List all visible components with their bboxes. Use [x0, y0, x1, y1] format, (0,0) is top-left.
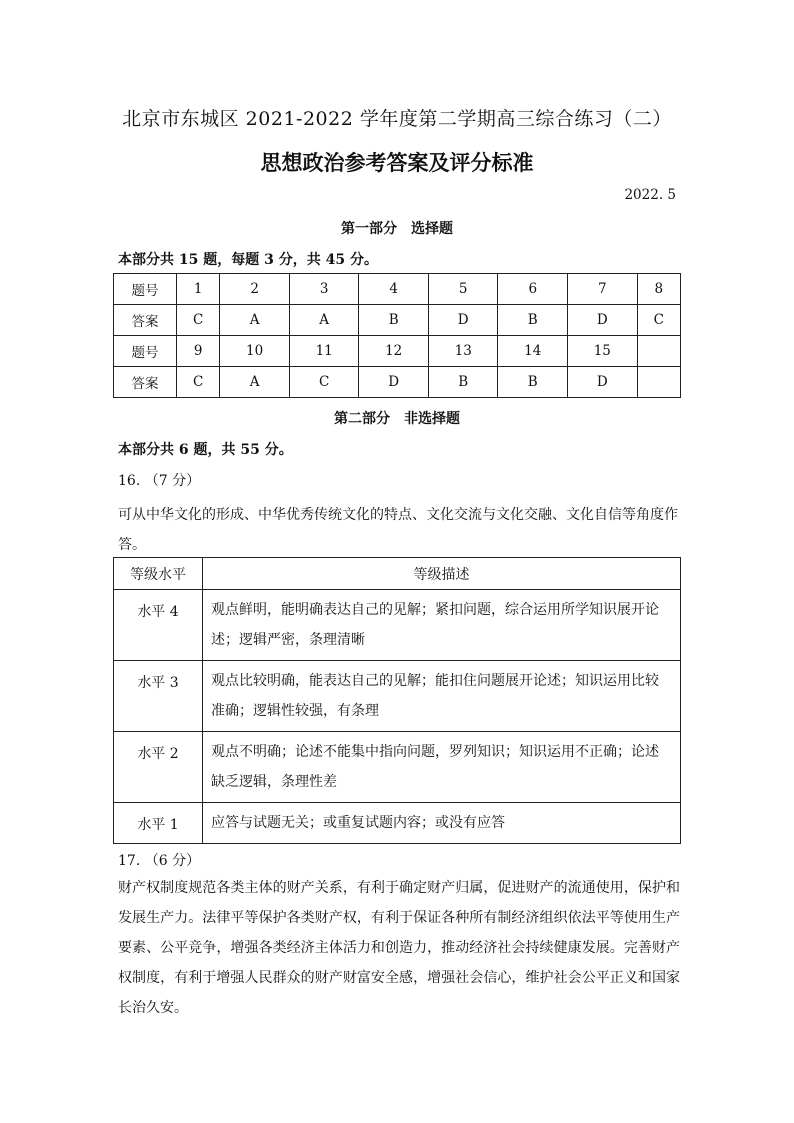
table-row	[114, 305, 681, 336]
document-date: 2022. 5	[624, 187, 676, 203]
level-label: 水平 4	[114, 590, 203, 661]
document-title: 北京市东城区 2021-2022 学年度第二学期高三综合练习（二）	[122, 108, 672, 130]
table-cell: 8	[637, 274, 680, 305]
table-cell: 14	[498, 336, 568, 367]
level-description: 观点比较明确，能表达自己的见解；能扣住问题展开论述；知识运用比较准确；逻辑性较强，有条理	[203, 661, 681, 732]
table-cell: 1	[177, 274, 220, 305]
row-label: 题号	[114, 336, 177, 367]
table-row	[114, 590, 681, 661]
table-cell: 7	[568, 274, 638, 305]
table-cell: 9	[177, 336, 220, 367]
question-16-intro: 可从中华文化的形成、中华优秀传统文化的特点、文化交流与文化交融、文化自信等角度作答。	[118, 507, 678, 553]
part1-heading: 第一部分 选择题	[341, 221, 453, 237]
table-cell: C	[177, 367, 220, 398]
part2-heading: 第二部分 非选择题	[334, 411, 460, 427]
table-cell: B	[428, 367, 498, 398]
table-cell: 11	[289, 336, 359, 367]
table-cell: D	[568, 367, 638, 398]
table-cell: A	[289, 305, 359, 336]
level-description: 观点不明确；论述不能集中指向问题，罗列知识；知识运用不正确；论述缺乏逻辑，条理性差	[203, 732, 681, 803]
column-header: 等级描述	[203, 558, 681, 590]
level-label: 水平 2	[114, 732, 203, 803]
table-cell: C	[177, 305, 220, 336]
table-cell: D	[568, 305, 638, 336]
table-row	[114, 803, 681, 844]
table-cell: B	[498, 305, 568, 336]
document-subtitle: 思想政治参考答案及评分标准	[260, 150, 534, 175]
level-description: 应答与试题无关；或重复试题内容；或没有应答	[203, 803, 681, 844]
table-cell: B	[359, 305, 429, 336]
table-cell: 3	[289, 274, 359, 305]
part2-note: 本部分共 6 题，共 55 分。	[118, 442, 293, 458]
table-row	[114, 336, 681, 367]
row-label: 题号	[114, 274, 177, 305]
level-label: 水平 3	[114, 661, 203, 732]
table-cell: C	[289, 367, 359, 398]
table-cell: 6	[498, 274, 568, 305]
table-cell: 4	[359, 274, 429, 305]
table-row	[114, 274, 681, 305]
table-row	[114, 367, 681, 398]
level-label: 水平 1	[114, 803, 203, 844]
table-cell: D	[359, 367, 429, 398]
table-cell: 5	[428, 274, 498, 305]
question-17-answer: 财产权制度规范各类主体的财产关系，有利于确定财产归属，促进财产的流通使用，保护和发展生产力。法律平等保护各类财产权，有利于保证各种所有制经济组织依法平等使用生产要素、公平竞争，增强各类经济主体活力和创造力，推动经济社会持续健康发展。完善财产权制度，有利于增强人民群众的财产财富安全感，增强社会信心，维护社会公平正义和国家长治久安。	[118, 880, 680, 1016]
question-17-header: 17. （6 分）	[118, 853, 201, 869]
grading-levels-table	[113, 557, 681, 844]
table-cell: A	[220, 367, 290, 398]
table-row	[114, 732, 681, 803]
level-description: 观点鲜明，能明确表达自己的见解；紧扣问题，综合运用所学知识展开论述；逻辑严密，条理清晰	[203, 590, 681, 661]
question-16-header: 16. （7 分）	[118, 473, 201, 489]
table-cell: C	[637, 305, 680, 336]
table-cell: A	[220, 305, 290, 336]
table-cell: D	[428, 305, 498, 336]
table-row	[114, 661, 681, 732]
row-label: 答案	[114, 367, 177, 398]
column-header: 等级水平	[114, 558, 203, 590]
table-cell	[637, 336, 680, 367]
row-label: 答案	[114, 305, 177, 336]
answer-key-table	[113, 273, 681, 398]
table-cell: 12	[359, 336, 429, 367]
table-cell: 15	[568, 336, 638, 367]
part1-note: 本部分共 15 题，每题 3 分，共 45 分。	[118, 252, 378, 268]
table-cell	[637, 367, 680, 398]
table-header-row	[114, 558, 681, 590]
table-cell: 2	[220, 274, 290, 305]
table-cell: B	[498, 367, 568, 398]
table-cell: 13	[428, 336, 498, 367]
table-cell: 10	[220, 336, 290, 367]
